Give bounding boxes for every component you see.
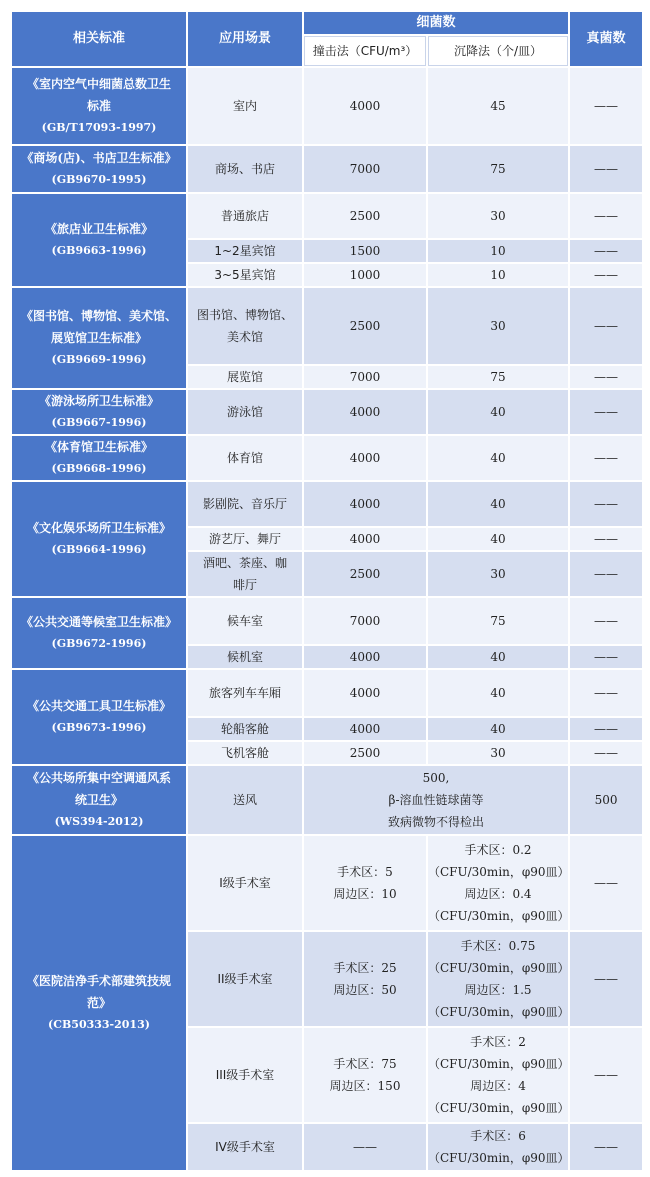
fungi-cell	[570, 288, 642, 364]
impact-line: 1500	[349, 244, 381, 258]
scene-line: 旅客列车车厢	[208, 686, 281, 700]
settle-line: 40	[490, 722, 506, 736]
impact-cell	[304, 194, 426, 238]
impact-line: 4000	[349, 405, 381, 419]
impact-line: 4000	[349, 650, 381, 664]
impact-line: 7000	[349, 614, 381, 628]
scene-cell	[188, 366, 302, 388]
fungi-cell	[570, 836, 642, 930]
header-bacteria: 细菌数	[304, 12, 568, 34]
fungi-cell	[570, 598, 642, 644]
settle-cell	[428, 288, 568, 364]
settle-cell	[428, 552, 568, 596]
settle-cell	[428, 390, 568, 434]
scene-cell	[188, 436, 302, 480]
scene-line: 商场、书店	[214, 162, 275, 176]
settle-line: 40	[490, 686, 506, 700]
scene-line: 室内	[232, 99, 257, 113]
standard-name-line: 《体育馆卫生标准》	[44, 440, 153, 454]
fungi-value: ——	[594, 746, 619, 760]
settle-line: 40	[490, 451, 506, 465]
impact-line: 2500	[349, 567, 381, 581]
fungi-value: ——	[594, 162, 619, 176]
fungi-cell	[570, 194, 642, 238]
fungi-value: ——	[594, 268, 619, 282]
settle-cell	[428, 836, 568, 930]
scene-cell	[188, 932, 302, 1026]
header-fungi: 真菌数	[570, 12, 642, 66]
scene-line: 1~2星宾馆	[214, 244, 276, 258]
settle-line: （CFU/30min，φ90皿）	[428, 1057, 570, 1071]
settle-cell	[428, 240, 568, 262]
scene-cell	[188, 390, 302, 434]
fungi-cell	[570, 264, 642, 286]
impact-cell	[304, 240, 426, 262]
settle-line: 30	[490, 319, 506, 333]
settle-line: 手术区：6	[470, 1129, 526, 1143]
fungi-value: ——	[594, 972, 619, 986]
header-scene: 应用场景	[188, 12, 302, 66]
settle-cell	[428, 598, 568, 644]
settle-line: （CFU/30min，φ90皿）	[428, 865, 570, 879]
settle-line: 30	[490, 209, 506, 223]
standard-code: (WS394-2012)	[54, 815, 144, 828]
scene-cell	[188, 194, 302, 238]
scene-line: 飞机客舱	[220, 746, 269, 760]
impact-line: 4000	[349, 722, 381, 736]
scene-cell	[188, 552, 302, 596]
standard-cell	[12, 482, 186, 596]
standard-name-line: 统卫生》	[74, 793, 123, 807]
scene-line: 啡厅	[232, 578, 257, 592]
settle-line: （CFU/30min，φ90皿）	[428, 1005, 570, 1019]
impact-line: 2500	[349, 209, 381, 223]
standard-cell	[12, 288, 186, 388]
table-row	[12, 766, 642, 834]
scene-line: I级手术室	[219, 876, 271, 890]
impact-cell	[304, 264, 426, 286]
fungi-value: ——	[594, 614, 619, 628]
fungi-cell	[570, 552, 642, 596]
settle-line: 周边区：1.5	[464, 983, 532, 997]
settle-cell	[428, 646, 568, 668]
scene-line: 3~5星宾馆	[214, 268, 276, 282]
settle-cell	[428, 436, 568, 480]
impact-line: 1000	[349, 268, 381, 282]
standard-name-line: 《文化娱乐场所卫生标准》	[26, 521, 171, 535]
table-row	[12, 670, 642, 716]
table-row	[12, 836, 642, 930]
scene-cell	[188, 718, 302, 740]
settle-line: 周边区：0.4	[464, 887, 532, 901]
standard-cell	[12, 836, 186, 1170]
scene-cell	[188, 766, 302, 834]
impact-cell	[304, 68, 426, 144]
standards-table-container	[10, 10, 640, 1172]
table-row	[12, 482, 642, 526]
table-row	[12, 288, 642, 364]
fungi-cell	[570, 436, 642, 480]
impact-line: 4000	[349, 451, 381, 465]
standard-name-line: 《图书馆、博物馆、美术馆、	[20, 309, 177, 323]
impact-line: 手术区：75	[333, 1057, 397, 1071]
impact-cell	[304, 366, 426, 388]
standard-name-line: 《商场(店)、书店卫生标准》	[21, 151, 177, 165]
settle-cell	[428, 932, 568, 1026]
fungi-cell	[570, 646, 642, 668]
settle-cell	[428, 1124, 568, 1170]
table-row	[12, 598, 642, 644]
impact-cell	[304, 718, 426, 740]
standard-code: (GB9668-1996)	[51, 462, 147, 475]
fungi-cell	[570, 390, 642, 434]
impact-cell	[304, 1028, 426, 1122]
fungi-value: ——	[594, 1068, 619, 1082]
fungi-cell	[570, 766, 642, 834]
impact-cell	[304, 482, 426, 526]
fungi-cell	[570, 482, 642, 526]
fungi-value: ——	[594, 876, 619, 890]
fungi-value: ——	[594, 686, 619, 700]
scene-line: 普通旅店	[220, 209, 269, 223]
scene-cell	[188, 288, 302, 364]
scene-cell	[188, 742, 302, 764]
standard-code: (GB9673-1996)	[51, 721, 147, 734]
fungi-value: ——	[594, 1140, 619, 1154]
standard-cell	[12, 766, 186, 834]
fungi-value: ——	[594, 99, 619, 113]
settle-line: 30	[490, 567, 506, 581]
standard-name-line: 标准	[86, 99, 111, 113]
scene-cell	[188, 646, 302, 668]
settle-line: 75	[490, 370, 506, 384]
impact-cell	[304, 1124, 426, 1170]
standard-cell	[12, 390, 186, 434]
settle-cell	[428, 68, 568, 144]
scene-line: 体育馆	[226, 451, 263, 465]
impact-line: 周边区：10	[333, 887, 397, 901]
impact-line: 手术区：25	[333, 961, 397, 975]
header-settle-method: 沉降法（个/皿）	[428, 36, 568, 66]
scene-line: 游艺厅、舞厅	[208, 532, 281, 546]
fungi-value: ——	[594, 650, 619, 664]
impact-cell	[304, 436, 426, 480]
settle-cell	[428, 482, 568, 526]
fungi-value: ——	[594, 722, 619, 736]
scene-line: 美术馆	[226, 330, 263, 344]
settle-line: （CFU/30min，φ90皿）	[428, 961, 570, 975]
impact-line: 7000	[349, 162, 381, 176]
settle-line: 手术区：2	[470, 1035, 526, 1049]
impact-line: 周边区：150	[329, 1079, 401, 1093]
settle-cell	[428, 194, 568, 238]
standard-cell	[12, 670, 186, 764]
impact-line: 致病微物不得检出	[388, 815, 485, 829]
settle-line: 周边区：4	[470, 1079, 526, 1093]
impact-line: 4000	[349, 99, 381, 113]
settle-cell	[428, 528, 568, 550]
impact-line: 4000	[349, 686, 381, 700]
settle-cell	[428, 1028, 568, 1122]
fungi-value: ——	[594, 567, 619, 581]
scene-cell	[188, 68, 302, 144]
scene-cell	[188, 240, 302, 262]
scene-line: IV级手术室	[215, 1140, 275, 1154]
table-row	[12, 194, 642, 238]
standard-cell	[12, 598, 186, 668]
scene-cell	[188, 670, 302, 716]
fungi-cell	[570, 718, 642, 740]
settle-cell	[428, 366, 568, 388]
impact-cell	[304, 598, 426, 644]
settle-line: 45	[490, 99, 506, 113]
table-row	[12, 146, 642, 192]
scene-cell	[188, 264, 302, 286]
scene-line: 图书馆、博物馆、	[196, 308, 293, 322]
scene-line: 游泳馆	[226, 405, 263, 419]
impact-cell	[304, 742, 426, 764]
header-impact-method: 撞击法（CFU/m³）	[304, 36, 426, 66]
impact-cell	[304, 552, 426, 596]
standard-cell	[12, 436, 186, 480]
table-body	[12, 68, 642, 1170]
fungi-cell	[570, 670, 642, 716]
impact-line: 周边区：50	[333, 983, 397, 997]
fungi-value: ——	[594, 532, 619, 546]
scene-line: II级手术室	[217, 972, 273, 986]
scene-line: 轮船客舱	[220, 722, 269, 736]
scene-line: 候车室	[226, 614, 263, 628]
bacteria-standards-table	[10, 10, 644, 1172]
fungi-cell	[570, 742, 642, 764]
impact-cell	[304, 836, 426, 930]
standard-cell	[12, 68, 186, 144]
impact-line: β-溶血性链球菌等	[388, 793, 484, 807]
table-row	[12, 390, 642, 434]
fungi-value: ——	[594, 209, 619, 223]
settle-line: （CFU/30min，φ90皿）	[428, 1101, 570, 1115]
impact-line: 7000	[349, 370, 381, 384]
impact-line: 2500	[349, 746, 381, 760]
standard-code: (GB9664-1996)	[51, 543, 147, 556]
settle-cell	[428, 742, 568, 764]
impact-cell	[304, 390, 426, 434]
fungi-cell	[570, 932, 642, 1026]
settle-line: 75	[490, 614, 506, 628]
settle-line: 40	[490, 405, 506, 419]
fungi-cell	[570, 146, 642, 192]
fungi-value: ——	[594, 405, 619, 419]
scene-cell	[188, 836, 302, 930]
standard-code: (CB50333-2013)	[48, 1018, 150, 1031]
settle-line: 30	[490, 746, 506, 760]
scene-cell	[188, 482, 302, 526]
impact-cell	[304, 288, 426, 364]
impact-line: 4000	[349, 497, 381, 511]
fungi-cell	[570, 1028, 642, 1122]
standard-code: (GB/T17093-1997)	[41, 121, 157, 134]
impact-cell	[304, 670, 426, 716]
impact-line: 2500	[349, 319, 381, 333]
table-row	[12, 68, 642, 144]
standard-code: (GB9669-1996)	[51, 353, 147, 366]
standard-name-line: 《医院洁净手术部建筑技规	[26, 974, 171, 988]
fungi-value: ——	[594, 451, 619, 465]
impact-line: ——	[353, 1140, 377, 1154]
standard-code: (GB9672-1996)	[51, 637, 147, 650]
settle-line: （CFU/30min，φ90皿）	[428, 1151, 570, 1165]
standard-code: (GB9667-1996)	[51, 416, 147, 429]
fungi-cell	[570, 68, 642, 144]
scene-cell	[188, 598, 302, 644]
settle-line: 10	[490, 244, 506, 258]
scene-line: III级手术室	[215, 1068, 275, 1082]
settle-cell	[428, 146, 568, 192]
standard-code: (GB9670-1995)	[51, 173, 147, 186]
settle-cell	[428, 718, 568, 740]
impact-line: 手术区：5	[337, 865, 393, 879]
fungi-value: 500	[594, 793, 618, 807]
standard-name-line: 《室内空气中细菌总数卫生	[26, 77, 171, 91]
scene-cell	[188, 1124, 302, 1170]
fungi-cell	[570, 366, 642, 388]
impact-cell	[304, 146, 426, 192]
settle-line: 40	[490, 497, 506, 511]
settle-line: 40	[490, 532, 506, 546]
table-row	[12, 436, 642, 480]
standard-name-line: 展览馆卫生标准》	[50, 331, 147, 345]
impact-cell	[304, 646, 426, 668]
settle-line: （CFU/30min，φ90皿）	[428, 909, 570, 923]
fungi-cell	[570, 528, 642, 550]
fungi-cell	[570, 1124, 642, 1170]
impact-cell	[304, 528, 426, 550]
standard-name-line: 《游泳场所卫生标准》	[38, 394, 159, 408]
standard-name-line: 《公共交通等候室卫生标准》	[20, 615, 177, 629]
fungi-cell	[570, 240, 642, 262]
standard-name-line: 《公共交通工具卫生标准》	[26, 699, 171, 713]
scene-line: 候机室	[226, 650, 263, 664]
scene-cell	[188, 528, 302, 550]
fungi-value: ——	[594, 319, 619, 333]
standard-code: (GB9663-1996)	[51, 244, 147, 257]
impact-cell	[304, 932, 426, 1026]
settle-line: 40	[490, 650, 506, 664]
fungi-value: ——	[594, 370, 619, 384]
scene-cell	[188, 1028, 302, 1122]
header-standard: 相关标准	[12, 12, 186, 66]
settle-line: 手术区：0.2	[464, 843, 532, 857]
standard-name-line: 范》	[86, 996, 111, 1010]
scene-line: 影剧院、音乐厅	[202, 497, 287, 511]
settle-line: 75	[490, 162, 506, 176]
settle-line: 10	[490, 268, 506, 282]
bacteria-combined-cell	[304, 766, 568, 834]
fungi-value: ——	[594, 497, 619, 511]
scene-cell	[188, 146, 302, 192]
scene-line: 酒吧、茶座、咖	[202, 556, 287, 570]
scene-line: 送风	[232, 793, 257, 807]
standard-cell	[12, 194, 186, 286]
settle-line: 手术区：0.75	[460, 939, 536, 953]
scene-line: 展览馆	[226, 370, 263, 384]
settle-cell	[428, 670, 568, 716]
impact-line: 500,	[422, 771, 450, 785]
standard-cell	[12, 146, 186, 192]
impact-line: 4000	[349, 532, 381, 546]
settle-cell	[428, 264, 568, 286]
standard-name-line: 《公共场所集中空调通风系	[26, 771, 171, 785]
fungi-value: ——	[594, 244, 619, 258]
standard-name-line: 《旅店业卫生标准》	[44, 222, 153, 236]
